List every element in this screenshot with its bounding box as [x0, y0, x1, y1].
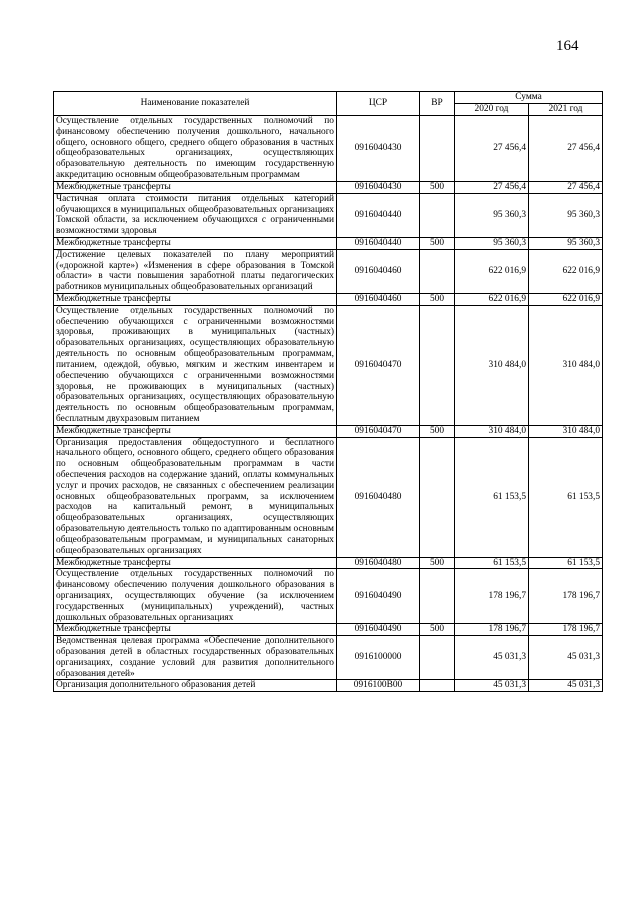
table-row: [54, 680, 603, 692]
row-amount-2021: 310 484,0: [529, 425, 603, 437]
row-amount-2020: 178 196,7: [455, 569, 529, 624]
row-amount-2021: 27 456,4: [529, 116, 603, 182]
row-amount-2020: 45 031,3: [455, 636, 529, 680]
row-csr: 0916040440: [337, 237, 420, 249]
row-amount-2020: 61 153,5: [455, 437, 529, 557]
header-vr: ВР: [420, 92, 455, 116]
row-name: Осуществление отдельных государственных полномочий по обеспечению обучающихся с ограниченными возможностями здоровья, проживающих в муниципальных (частных) образовательных организациях, осуществляющих образовательную деятельность по основным общеобразовательным программам, питанием, одеждой, обувью, мягким и жестким инвентарем и обеспечению обучающихся с ограниченными возможностями здоровья, не проживающих в муниципальных (частных) образовательных организациях, осуществляющих образовательную деятельность по основным общеобразовательным программам, бесплатным двухразовым питанием: [54, 305, 337, 425]
row-vr: [420, 636, 455, 680]
row-vr: [420, 193, 455, 237]
row-vr: [420, 249, 455, 293]
row-amount-2020: 45 031,3: [455, 680, 529, 692]
row-csr: 0916040470: [337, 425, 420, 437]
row-name: Межбюджетные трансферты: [54, 425, 337, 437]
page-number: 164: [556, 38, 579, 54]
row-csr: 0916040460: [337, 249, 420, 293]
row-name: Достижение целевых показателей по плану мероприятий («дорожной карте») «Изменения в сфере образования в Томской области» в части повышения заработной платы педагогических работников муниципальных общеобразовательных организаций: [54, 249, 337, 293]
header-sum: Сумма: [455, 92, 603, 104]
row-name: Ведомственная целевая программа «Обеспечение дополнительного образования детей в областных государственных образовательных организациях, создание условий для развития дополнительного образования детей»: [54, 636, 337, 680]
row-vr: 500: [420, 624, 455, 636]
header-2021: 2021 год: [529, 104, 603, 116]
row-name: Межбюджетные трансферты: [54, 557, 337, 569]
table-row: [54, 249, 603, 293]
table-row: [54, 624, 603, 636]
row-amount-2021: 45 031,3: [529, 680, 603, 692]
table-row: [54, 116, 603, 182]
row-csr: 0916100В00: [337, 680, 420, 692]
row-amount-2021: 178 196,7: [529, 624, 603, 636]
row-vr: 500: [420, 181, 455, 193]
row-vr: [420, 305, 455, 425]
row-name: Межбюджетные трансферты: [54, 294, 337, 306]
row-csr: 0916100000: [337, 636, 420, 680]
row-csr: 0916040490: [337, 624, 420, 636]
row-amount-2020: 95 360,3: [455, 237, 529, 249]
row-name: Межбюджетные трансферты: [54, 237, 337, 249]
row-amount-2020: 27 456,4: [455, 181, 529, 193]
row-vr: [420, 680, 455, 692]
row-amount-2020: 178 196,7: [455, 624, 529, 636]
table-row: [54, 636, 603, 680]
row-amount-2021: 622 016,9: [529, 249, 603, 293]
row-vr: [420, 437, 455, 557]
row-amount-2020: 622 016,9: [455, 249, 529, 293]
row-vr: 500: [420, 237, 455, 249]
row-csr: 0916040430: [337, 181, 420, 193]
row-name: Частичная оплата стоимости питания отдельных категорий обучающихся в муниципальных общеобразовательных организациях Томской области, за исключением обучающихся с ограниченными возможностями здоровья: [54, 193, 337, 237]
header-csr: ЦСР: [337, 92, 420, 116]
row-vr: [420, 116, 455, 182]
table-row: [54, 181, 603, 193]
table-row: [54, 437, 603, 557]
row-vr: 500: [420, 425, 455, 437]
table-row: [54, 305, 603, 425]
row-amount-2021: 622 016,9: [529, 294, 603, 306]
row-csr: 0916040480: [337, 557, 420, 569]
row-amount-2020: 61 153,5: [455, 557, 529, 569]
row-amount-2020: 310 484,0: [455, 305, 529, 425]
table-row: [54, 193, 603, 237]
row-csr: 0916040430: [337, 116, 420, 182]
row-csr: 0916040470: [337, 305, 420, 425]
row-vr: 500: [420, 294, 455, 306]
table-row: [54, 425, 603, 437]
row-vr: [420, 569, 455, 624]
row-amount-2021: 61 153,5: [529, 557, 603, 569]
row-name: Межбюджетные трансферты: [54, 624, 337, 636]
row-amount-2021: 45 031,3: [529, 636, 603, 680]
table-row: [54, 557, 603, 569]
row-amount-2021: 310 484,0: [529, 305, 603, 425]
row-name: Организация предоставления общедоступного и бесплатного начального общего, основного общего, среднего общего образования по основным общеобразовательным программам в части обеспечения расходов на содержание зданий, оплаты коммунальных услуг и прочих расходов, не связанных с обеспечением реализации основных общеобразовательных программ, за исключением расходов на капитальный ремонт, в муниципальных общеобразовательных организациях, осуществляющих образовательную деятельность только по адаптированным основным общеобразовательным программам, и муниципальных санаторных общеобразовательных организациях: [54, 437, 337, 557]
row-csr: 0916040490: [337, 569, 420, 624]
table-body: [54, 116, 603, 692]
row-amount-2021: 95 360,3: [529, 237, 603, 249]
row-name: Осуществление отдельных государственных полномочий по финансовому обеспечению получения дошкольного, начального общего, основного общего, среднего общего образования в частных общеобразовательных организациях, осуществляющих образовательную деятельность по имеющим государственную аккредитацию основным общеобразовательным программам: [54, 116, 337, 182]
row-vr: 500: [420, 557, 455, 569]
row-csr: 0916040460: [337, 294, 420, 306]
row-amount-2021: 27 456,4: [529, 181, 603, 193]
row-amount-2021: 178 196,7: [529, 569, 603, 624]
table-row: [54, 237, 603, 249]
row-csr: 0916040440: [337, 193, 420, 237]
budget-table: [53, 91, 603, 692]
table-row: [54, 294, 603, 306]
row-csr: 0916040480: [337, 437, 420, 557]
header-name: Наименование показателей: [54, 92, 337, 116]
row-amount-2020: 27 456,4: [455, 116, 529, 182]
row-amount-2021: 61 153,5: [529, 437, 603, 557]
row-name: Организация дополнительного образования детей: [54, 680, 337, 692]
row-amount-2020: 310 484,0: [455, 425, 529, 437]
row-amount-2020: 95 360,3: [455, 193, 529, 237]
table-row: [54, 569, 603, 624]
header-2020: 2020 год: [455, 104, 529, 116]
row-amount-2020: 622 016,9: [455, 294, 529, 306]
row-name: Осуществление отдельных государственных полномочий по финансовому обеспечению получения дошкольного образования в организациях, осуществляющих обучение (за исключением государственных (муниципальных) учреждений), частных дошкольных образовательных организациях: [54, 569, 337, 624]
row-name: Межбюджетные трансферты: [54, 181, 337, 193]
row-amount-2021: 95 360,3: [529, 193, 603, 237]
